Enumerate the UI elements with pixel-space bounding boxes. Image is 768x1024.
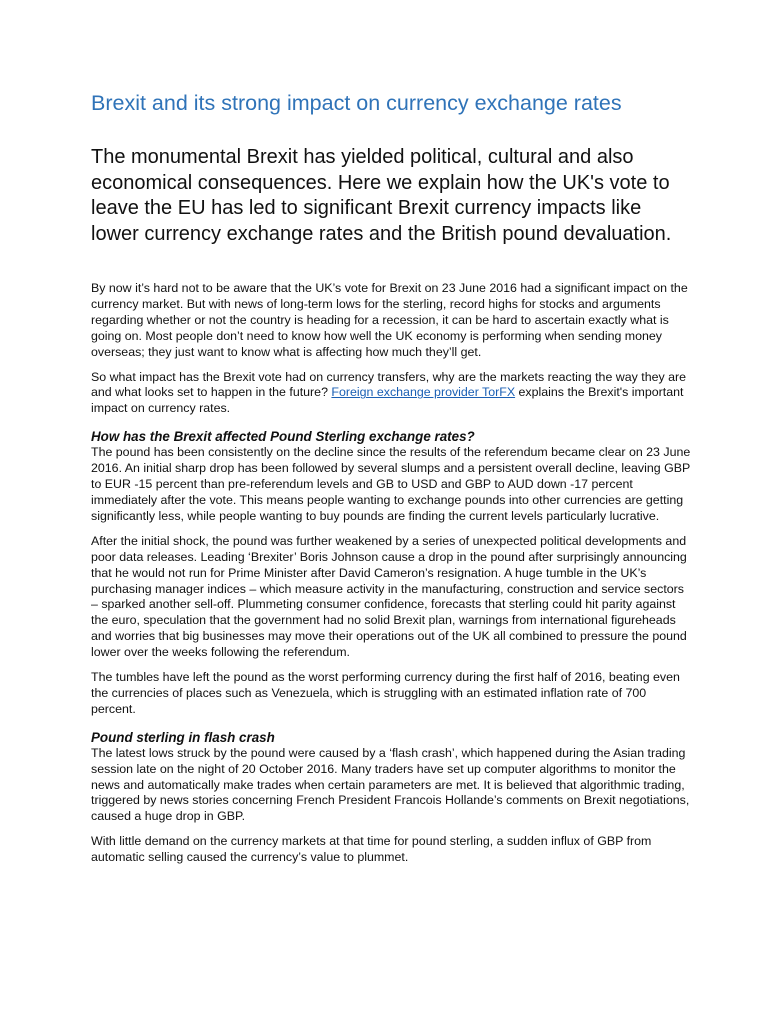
paragraph-worst-performing: The tumbles have left the pound as the worst performing currency during the first half of 2016, beating even the currencies of places such as Venezuela, which is struggling with an estimated inflation rate of 700 percent. [91, 670, 680, 716]
paragraph-political: After the initial shock, the pound was further weakened by a series of unexpected political developments and poor data releases. Leading ‘Brexiter’ Boris Johnson cause a drop in the pound after surprisingly announcing that he would not run for Prime Minister after David Cameron’s resignation. A huge tumble in the UK’s purchasing manager indices – which measure activity in the manufacturing, construction and service sectors – sparked another sell-off. Plummeting consumer confidence, forecasts that sterling could hit parity against the euro, speculation that the government had no solid Brexit plan, warnings from international figureheads and worries that big businesses may move their operations out of the UK all combined to pressure the pound lower over the weeks following the referendum. [91, 533, 687, 660]
paragraph-impact-text: So what impact has the Brexit vote had on currency transfers, why are the markets reacting the way they are and what looks set to happen in the future? [91, 369, 687, 400]
paragraph-flash-crash: The latest lows struck by the pound were caused by a ‘flash crash’, which happened during the Asian trading session late on the night of 20 October 2016. Many traders have set up computer algorithms to monitor the news and automatically make trades when certain parameters are met. It is believed that algorithmic trading, triggered by news stories concerning French President Francois Hollande’s comments on Brexit negotiations, caused a huge drop in GBP. [91, 745, 690, 824]
lead-paragraph: The monumental Brexit has yielded political, cultural and also economical consequences. Here we explain how the UK's vote to leave the EU has led to significant Brexit currency impacts like lower currency exchange rates and the British pound devaluation. [91, 146, 672, 245]
paragraph-intro: By now it’s hard not to be aware that the UK’s vote for Brexit on 23 June 2016 had a significant impact on the currency market. But with news of long-term lows for the sterling, record highs for stocks and arguments regarding whether or not the country is heading for a recession, it can be hard to ascertain exactly what is going on. Most people don’t need to know how well the UK economy is performing when sending money overseas; they just want to know what is affecting how much they’ll get. [91, 281, 688, 359]
page-title: Brexit and its strong impact on currency exchange rates [91, 91, 622, 115]
article-body [91, 281, 691, 875]
section-heading-flash-crash: Pound sterling in flash crash [91, 729, 275, 745]
section-heading-exchange-rates: How has the Brexit affected Pound Sterling exchange rates? [91, 429, 475, 445]
paragraph-impact-tail: explains the Brexit's important impact on currency rates. [91, 385, 684, 416]
paragraph-impact [91, 370, 691, 418]
paragraph-decline: The pound has been consistently on the decline since the results of the referendum became clear on 23 June 2016. An initial sharp drop has been followed by several slumps and a persistent overall decline, leaving GBP to EUR -15 percent than pre-referendum levels and GB to USD and GBP to AUD down -17 percent immediately after the vote. This means people wanting to exchange pounds into other currencies are getting significantly less, while people wanting to buy pounds are finding the current levels particularly lucrative. [91, 445, 691, 523]
paragraph-little-demand: With little demand on the currency markets at that time for pound sterling, a sudden influx of GBP from automatic selling caused the currency’s value to plummet. [91, 834, 652, 865]
torfx-link[interactable]: Foreign exchange provider TorFX [331, 385, 516, 400]
